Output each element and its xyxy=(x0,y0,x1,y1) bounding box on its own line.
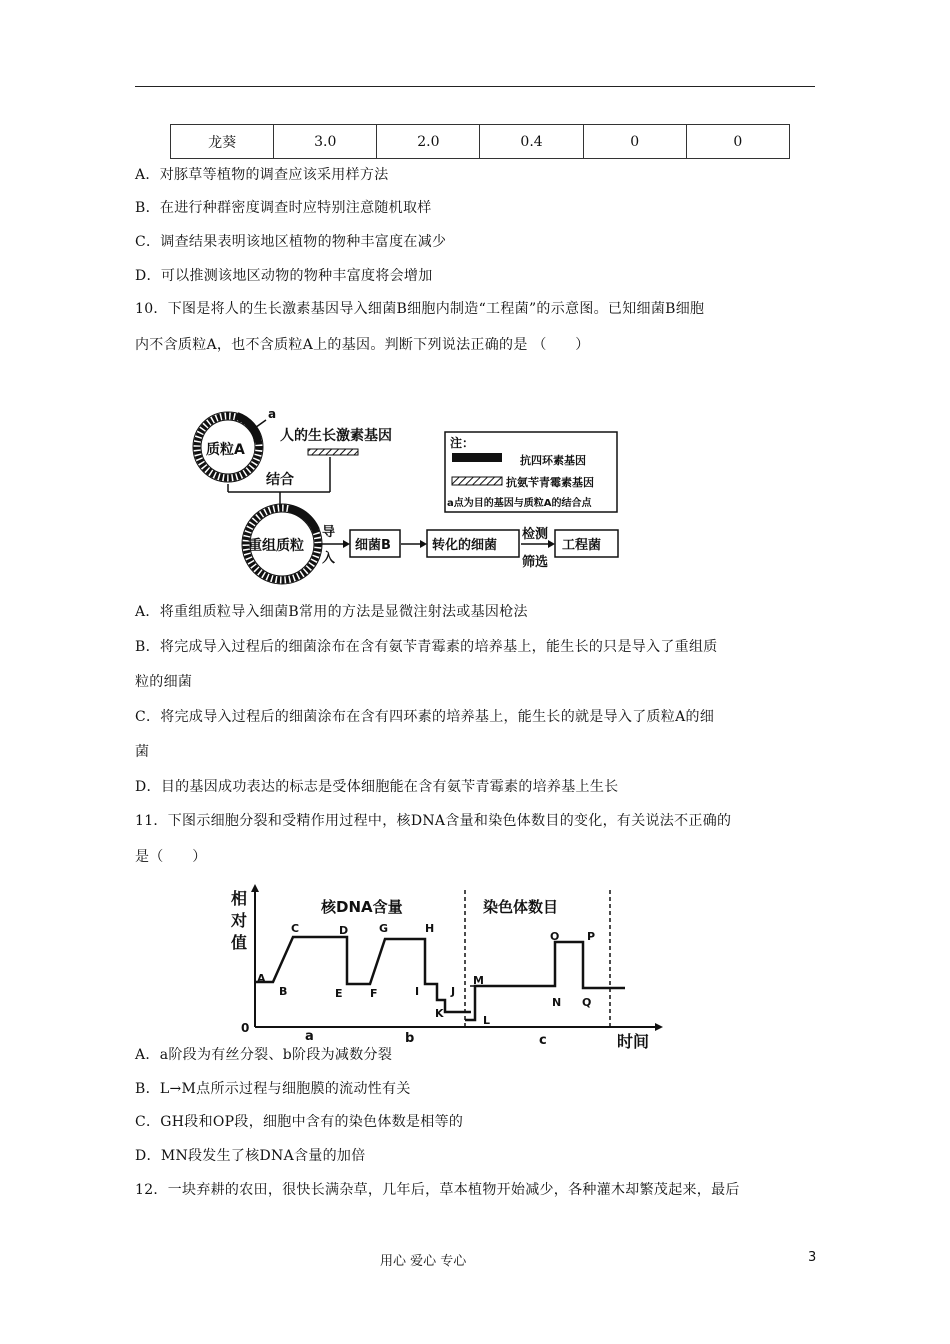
legend-a-label: a点为目的基因与质粒A的结合点 xyxy=(447,498,592,509)
table-cell: 2.0 xyxy=(377,125,480,159)
data-table xyxy=(170,124,790,159)
q12-stem: 12．一块弃耕的农田，很快长满杂草，几年后，草本植物开始减少，各种灌木却繁茂起来，最后 xyxy=(135,1182,740,1198)
q10-stem-line1: 10．下图是将人的生长激素基因导入细菌B细胞内制造“工程菌”的示意图。已知细菌B细胞 xyxy=(135,301,705,317)
page-footer: 用心 爱心 专心 xyxy=(380,1254,467,1269)
table-row xyxy=(171,125,790,159)
gene-label: 人的生长激素基因 xyxy=(280,428,392,444)
table-cell: 0 xyxy=(583,125,686,159)
tet-resistance-swatch xyxy=(452,453,502,462)
point-a: A xyxy=(257,972,266,985)
q11-option-d: D．MN段发生了核DNA含量的加倍 xyxy=(135,1148,366,1164)
dna-content-curve xyxy=(255,937,471,1012)
q11-graph xyxy=(225,882,665,1054)
y-label-3: 值 xyxy=(231,933,248,952)
section-chromosome-label: 染色体数目 xyxy=(483,898,559,916)
point-k: K xyxy=(435,1007,444,1020)
q11-option-b: B．L→M点所示过程与细胞膜的流动性有关 xyxy=(135,1081,411,1097)
q9-option-a: A．对豚草等植物的调查应该采用样方法 xyxy=(135,167,389,183)
q11-option-c: C．GH段和OP段，细胞中含有的染色体数是相等的 xyxy=(135,1114,464,1130)
point-e: E xyxy=(335,987,343,1000)
y-label-1: 相 xyxy=(231,889,248,908)
q9-option-c: C．调查结果表明该地区植物的物种丰富度在减少 xyxy=(135,234,447,250)
q10-option-a: A．将重组质粒导入细菌B常用的方法是显微注射法或基因枪法 xyxy=(135,604,528,620)
q10-option-c: C．将完成导入过程后的细菌涂布在含有四环素的培养基上，能生长的就是导入了质粒A的细 xyxy=(135,709,715,725)
point-m: M xyxy=(473,974,484,987)
q10-option-d: D．目的基因成功表达的标志是受体细胞能在含有氨苄青霉素的培养基上生长 xyxy=(135,779,619,795)
q10-option-b-cont: 粒的细菌 xyxy=(135,674,193,690)
q9-option-b: B．在进行种群密度调查时应特别注意随机取样 xyxy=(135,200,432,216)
screen-label: 筛选 xyxy=(522,555,549,570)
import-label-1: 导 xyxy=(322,525,336,540)
q11-option-a: A．a阶段为有丝分裂、b阶段为减数分裂 xyxy=(135,1047,393,1063)
engineered-label: 工程菌 xyxy=(562,538,602,553)
q11-stem-line1: 11．下图示细胞分裂和受精作用过程中，核DNA含量和染色体数目的变化，有关说法不正确的 xyxy=(135,813,732,829)
q10-stem-line2: 内不含质粒A，也不含质粒A上的基因。判断下列说法正确的是 （ ） xyxy=(135,337,590,353)
point-j: J xyxy=(451,985,456,998)
amp-resistance-swatch xyxy=(452,477,502,485)
q10-option-c-cont: 菌 xyxy=(135,744,150,760)
q10-option-b: B．将完成导入过程后的细菌涂布在含有氨苄青霉素的培养基上，能生长的只是导入了重组质 xyxy=(135,639,718,655)
table-cell: 0 xyxy=(686,125,789,159)
phase-c: c xyxy=(539,1033,547,1048)
y-label-2: 对 xyxy=(231,911,248,930)
table-cell: 0.4 xyxy=(480,125,583,159)
point-q: Q xyxy=(582,996,592,1009)
phase-b: b xyxy=(405,1031,415,1046)
table-cell: 3.0 xyxy=(274,125,377,159)
point-l: L xyxy=(483,1014,491,1027)
q10-diagram xyxy=(180,402,630,587)
point-n: N xyxy=(552,996,562,1009)
legend-amp-label: 抗氨苄青霉素基因 xyxy=(506,476,594,489)
point-a-label: a xyxy=(268,407,277,421)
bacteria-b-label: 细菌B xyxy=(355,538,391,553)
q11-stem-line2: 是（ ） xyxy=(135,849,207,865)
import-label-2: 入 xyxy=(322,551,336,566)
point-o: O xyxy=(550,930,560,943)
point-d: D xyxy=(339,924,349,937)
section-dna-label: 核DNA含量 xyxy=(321,898,403,916)
legend-title: 注： xyxy=(450,436,475,450)
phase-a: a xyxy=(305,1029,314,1044)
point-g: G xyxy=(379,922,389,935)
x-label: 时间 xyxy=(617,1032,650,1051)
point-p: P xyxy=(587,930,596,943)
point-f: F xyxy=(370,987,378,1000)
detect-label: 检测 xyxy=(522,527,549,542)
chromosome-number-curve xyxy=(465,942,625,1020)
transformed-label: 转化的细菌 xyxy=(432,538,498,553)
point-h: H xyxy=(425,922,435,935)
recombinant-label: 重组质粒 xyxy=(248,538,304,554)
table-cell: 龙葵 xyxy=(171,125,274,159)
page-number: 3 xyxy=(808,1250,817,1265)
combine-label: 结合 xyxy=(266,472,294,488)
origin-label: 0 xyxy=(241,1021,250,1035)
plasmid-a-label: 质粒A xyxy=(206,442,245,458)
gene-segment xyxy=(308,449,358,455)
header-rule xyxy=(135,86,815,87)
q9-option-d: D．可以推测该地区动物的物种丰富度将会增加 xyxy=(135,268,433,284)
legend-tet-label: 抗四环素基因 xyxy=(520,454,586,467)
point-i: I xyxy=(415,985,420,998)
point-c: C xyxy=(291,922,300,935)
point-b: B xyxy=(279,985,288,998)
